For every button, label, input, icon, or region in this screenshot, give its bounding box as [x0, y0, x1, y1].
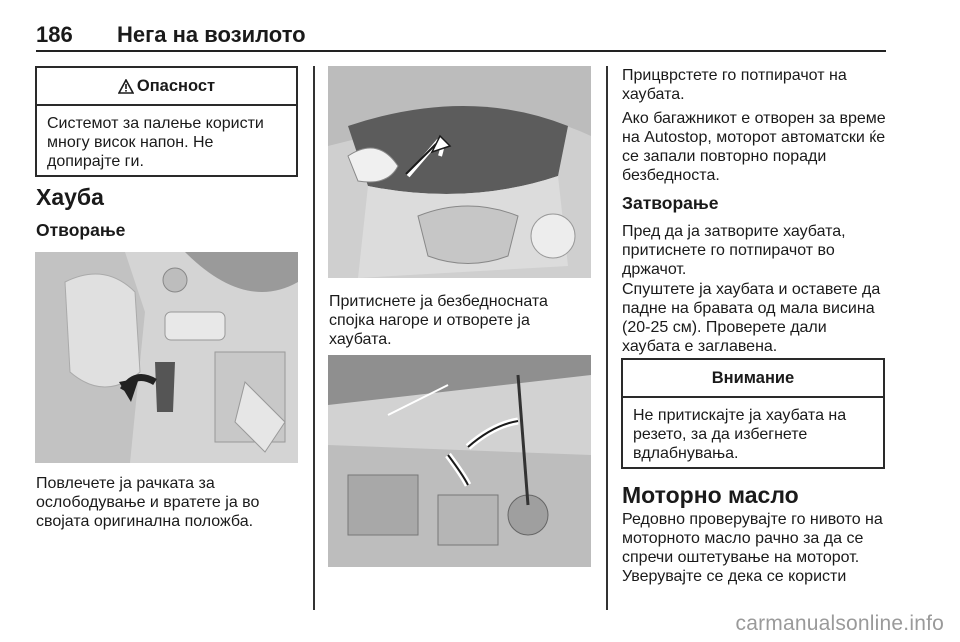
notice-box [621, 358, 885, 469]
opening-subheading: Отворање [36, 220, 126, 240]
notice-box-header [623, 360, 883, 398]
col3-para1: Прицврстете го потпирачот на хаубата. [622, 67, 847, 103]
hood-safety-catch-image [328, 66, 591, 278]
col2-caption: Притиснете ја безбедносната спојка нагоре и отворете ја хаубата. [329, 293, 548, 348]
danger-box-title: Опасност [136, 76, 216, 95]
section-title: Нега на возилото [117, 22, 306, 47]
page-number: 186 [36, 22, 73, 47]
column-divider-2 [606, 66, 608, 610]
hood-release-lever-image [35, 252, 298, 463]
notice-box-title: Внимание [711, 368, 795, 387]
column-divider-1 [313, 66, 315, 610]
notice-box-text: Не притискајте ја хаубата на резето, за да избегнете вдлабнувања. [633, 407, 847, 462]
closing-heading: Затворање [622, 193, 719, 213]
col3-para5: Редовно проверувајте го нивото на моторното масло рачно за да се спречи оштетување на моторот. Уверувајте се дека се користи [622, 511, 883, 585]
engine-oil-heading: Моторно масло [622, 482, 799, 508]
header-rule [36, 50, 886, 52]
danger-box-header [37, 68, 296, 106]
col3-para4: Спуштете ја хаубата и оставете да падне на бравата од мала висина (20-25 см). Проверете дали хаубата е заглавена. [622, 281, 881, 355]
watermark: carmanualsonline.info [735, 612, 944, 635]
col3-para3: Пред да ја затворите хаубата, притиснете го потпирачот во држачот. [622, 223, 846, 278]
hood-support-rod-image [328, 355, 591, 567]
col3-para2: Ако багажникот е отворен за време на Autostop, моторот автоматски ќе се запали повторно поради безбедноста. [622, 110, 886, 184]
danger-box-text: Системот за палење користи многу висок напон. Не допирајте ги. [47, 115, 264, 170]
hood-heading: Хауба [36, 184, 104, 210]
warning-triangle-icon [118, 79, 134, 94]
col1-caption: Повлечете ја рачката за ослободување и вратете ја во својата оригинална положба. [36, 475, 260, 530]
danger-box [35, 66, 298, 177]
